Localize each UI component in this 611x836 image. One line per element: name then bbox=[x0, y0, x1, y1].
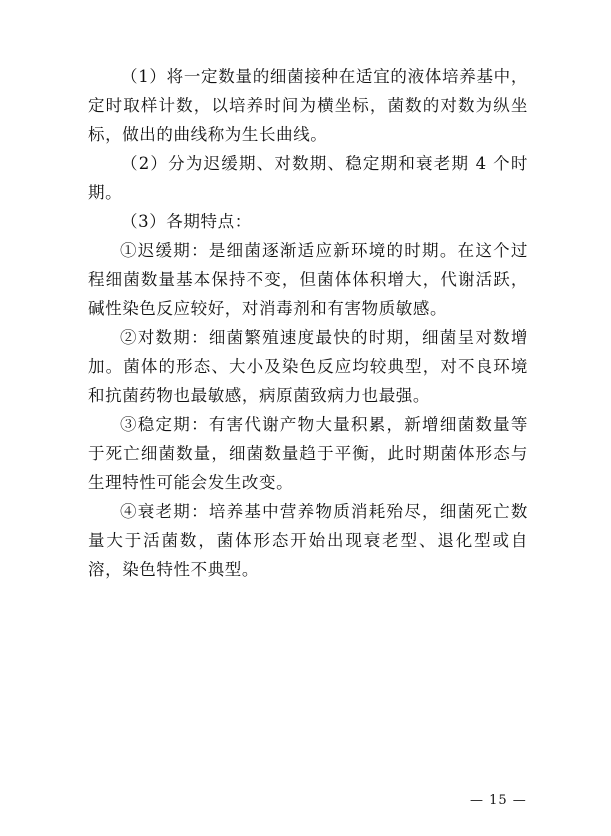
body-text bbox=[88, 62, 528, 584]
paragraph-lag-phase: ①迟缓期：是细菌逐渐适应新环境的时期。在这个过程细菌数量基本保持不变，但菌体体积增大，代谢活跃，碱性染色反应较好，对消毒剂和有害物质敏感。 bbox=[88, 241, 528, 318]
page-number: — 15 — bbox=[470, 793, 527, 808]
paragraph-phase-features-heading: （3）各期特点： bbox=[121, 212, 252, 231]
paragraph-stationary-phase: ③稳定期：有害代谢产物大量积累，新增细菌数量等于死亡细菌数量，细菌数量趋于平衡，此时期菌体形态与生理特性可能会发生改变。 bbox=[88, 415, 528, 492]
paragraph-four-phases: （2）分为迟缓期、对数期、稳定期和衰老期 4 个时期。 bbox=[88, 154, 528, 202]
paragraph-decline-phase: ④衰老期：培养基中营养物质消耗殆尽，细菌死亡数量大于活菌数，菌体形态开始出现衰老型、退化型或自溶，染色特性不典型。 bbox=[88, 502, 528, 579]
paragraph-log-phase: ②对数期：细菌繁殖速度最快的时期，细菌呈对数增加。菌体的形态、大小及染色反应均较典型，对不良环境和抗菌药物也最敏感，病原菌致病力也最强。 bbox=[88, 328, 528, 405]
paragraph-growth-curve: （1）将一定数量的细菌接种在适宜的液体培养基中，定时取样计数，以培养时间为横坐标，菌数的对数为纵坐标，做出的曲线称为生长曲线。 bbox=[88, 67, 528, 144]
